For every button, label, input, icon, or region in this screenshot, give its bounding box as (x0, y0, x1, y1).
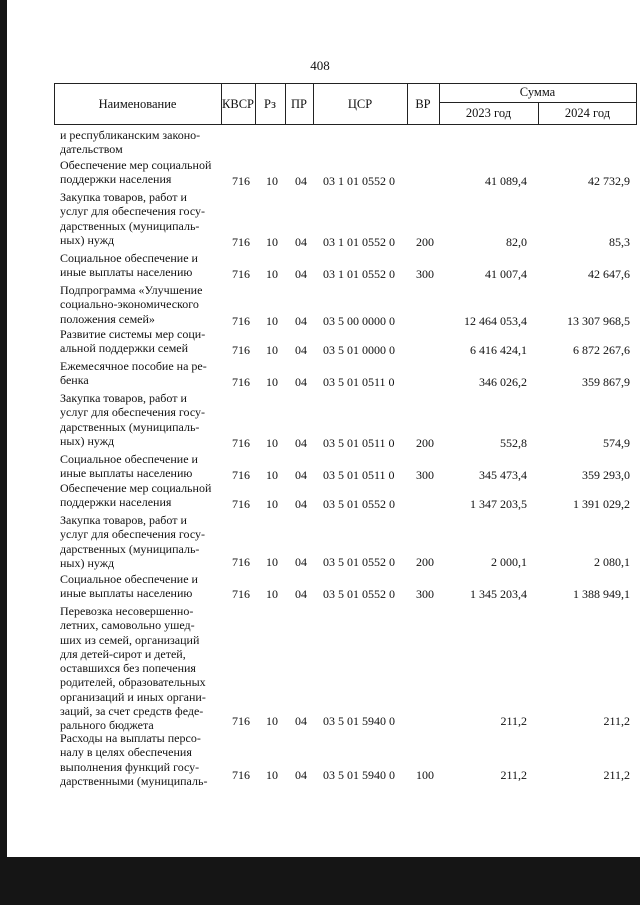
row-sum-2024: 1 388 949,1 (573, 586, 630, 601)
row-name: Социальное обеспечение и иные выплаты населению (60, 572, 198, 601)
row-pr: 04 (295, 374, 307, 389)
table-row (0, 359, 640, 389)
row-rz: 10 (266, 173, 278, 188)
row-pr: 04 (295, 435, 307, 450)
row-name: Обеспечение мер социальной поддержки населения (60, 158, 212, 187)
row-sum-2024: 42 732,9 (588, 173, 630, 188)
header-year-2024: 2024 год (564, 106, 611, 120)
table-row (0, 251, 640, 281)
row-name: Развитие системы мер соци- альной поддержки семей (60, 327, 206, 356)
row-csr: 03 5 01 0511 0 (323, 467, 395, 482)
row-rz: 10 (266, 767, 278, 782)
row-csr: 03 5 01 5940 0 (323, 767, 395, 782)
header-pr: ПР (291, 96, 307, 111)
row-sum-2024: 359 867,9 (582, 374, 630, 389)
table-row (0, 513, 640, 569)
table-row (0, 190, 640, 249)
table-row (0, 283, 640, 328)
row-name: Социальное обеспечение и иные выплаты населению (60, 452, 198, 481)
table-row (0, 391, 640, 450)
row-name: Перевозка несовершенно- летних, самовольно ушед- ших из семей, организаций для детей-сирот и детей, оставшихся без попечения родителей, образовательных организаций и иных органи- заций, за счет средств феде- рального бюджета (60, 604, 206, 733)
row-sum-2023: 211,2 (500, 713, 527, 728)
row-sum-2024: 13 307 968,5 (567, 313, 630, 328)
header-sum: Сумма (519, 85, 556, 99)
row-sum-2024: 359 293,0 (582, 467, 630, 482)
table-row (0, 731, 640, 788)
row-sum-2023: 552,8 (500, 435, 527, 450)
row-sum-2023: 211,2 (500, 767, 527, 782)
row-kvsr: 716 (232, 467, 250, 482)
header-name: Наименование (98, 96, 177, 111)
row-rz: 10 (266, 313, 278, 328)
row-vr: 200 (416, 234, 434, 249)
row-pr: 04 (295, 767, 307, 782)
row-name: Закупка товаров, работ и услуг для обеспечения госу- дарственных (муниципаль- ных) нужд (60, 190, 206, 247)
row-rz: 10 (266, 586, 278, 601)
table-row (0, 604, 640, 733)
table-header (54, 83, 637, 125)
row-name: Подпрограмма «Улучшение социально-экономического положения семей» (60, 283, 203, 326)
row-vr: 300 (416, 266, 434, 281)
row-rz: 10 (266, 342, 278, 357)
header-csr: ЦСР (347, 96, 373, 111)
row-name: Закупка товаров, работ и услуг для обеспечения госу- дарственных (муниципаль- ных) нужд (60, 513, 206, 570)
row-sum-2024: 211,2 (603, 713, 630, 728)
row-pr: 04 (295, 342, 307, 357)
row-pr: 04 (295, 467, 307, 482)
row-kvsr: 716 (232, 767, 250, 782)
row-name: Социальное обеспечение и иные выплаты населению (60, 251, 198, 280)
row-kvsr: 716 (232, 342, 250, 357)
table-row (0, 572, 640, 601)
row-csr: 03 5 01 0552 0 (323, 496, 395, 511)
table-row (0, 452, 640, 482)
row-vr: 300 (416, 467, 434, 482)
row-kvsr: 716 (232, 554, 250, 569)
row-rz: 10 (266, 435, 278, 450)
row-pr: 04 (295, 496, 307, 511)
table-row (0, 128, 640, 158)
table-row (0, 327, 640, 357)
row-sum-2024: 2 080,1 (594, 554, 630, 569)
row-pr: 04 (295, 313, 307, 328)
row-csr: 03 5 01 0000 0 (323, 342, 395, 357)
row-pr: 04 (295, 586, 307, 601)
row-kvsr: 716 (232, 586, 250, 601)
row-kvsr: 716 (232, 173, 250, 188)
row-sum-2023: 41 089,4 (485, 173, 527, 188)
header-kvsr: КВСР (222, 96, 254, 111)
row-kvsr: 716 (232, 234, 250, 249)
row-rz: 10 (266, 374, 278, 389)
row-rz: 10 (266, 467, 278, 482)
row-rz: 10 (266, 496, 278, 511)
table-row (0, 158, 640, 188)
row-sum-2024: 1 391 029,2 (573, 496, 630, 511)
row-sum-2024: 6 872 267,6 (573, 342, 630, 357)
row-vr: 100 (416, 767, 434, 782)
row-vr: 300 (416, 586, 434, 601)
header-divider (636, 83, 637, 125)
page-number: 408 (310, 58, 330, 73)
row-csr: 03 1 01 0552 0 (323, 234, 395, 249)
row-name: Обеспечение мер социальной поддержки населения (60, 481, 212, 510)
row-sum-2023: 1 345 203,4 (470, 586, 527, 601)
row-rz: 10 (266, 266, 278, 281)
row-csr: 03 5 01 0552 0 (323, 554, 395, 569)
row-rz: 10 (266, 234, 278, 249)
row-kvsr: 716 (232, 266, 250, 281)
row-rz: 10 (266, 554, 278, 569)
row-csr: 03 5 01 0552 0 (323, 586, 395, 601)
row-csr: 03 5 01 0511 0 (323, 435, 395, 450)
row-sum-2023: 345 473,4 (479, 467, 527, 482)
row-sum-2023: 12 464 053,4 (464, 313, 527, 328)
row-vr: 200 (416, 554, 434, 569)
row-name: и республиканским законо- дательством (60, 128, 201, 157)
row-vr: 200 (416, 435, 434, 450)
scan-bottom-edge (0, 857, 640, 905)
row-pr: 04 (295, 554, 307, 569)
row-sum-2024: 85,3 (609, 234, 630, 249)
row-sum-2024: 42 647,6 (588, 266, 630, 281)
row-sum-2023: 2 000,1 (491, 554, 527, 569)
header-year-2023: 2023 год (465, 106, 512, 120)
row-sum-2023: 41 007,4 (485, 266, 527, 281)
row-pr: 04 (295, 173, 307, 188)
row-pr: 04 (295, 266, 307, 281)
row-sum-2023: 346 026,2 (479, 374, 527, 389)
row-csr: 03 1 01 0552 0 (323, 266, 395, 281)
header-rz: Рз (264, 96, 276, 111)
row-sum-2024: 211,2 (603, 767, 630, 782)
table-row (0, 481, 640, 511)
row-csr: 03 5 01 0511 0 (323, 374, 395, 389)
row-kvsr: 716 (232, 435, 250, 450)
row-csr: 03 5 01 5940 0 (323, 713, 395, 728)
row-pr: 04 (295, 234, 307, 249)
row-kvsr: 716 (232, 713, 250, 728)
row-kvsr: 716 (232, 496, 250, 511)
row-pr: 04 (295, 713, 307, 728)
row-rz: 10 (266, 713, 278, 728)
row-csr: 03 1 01 0552 0 (323, 173, 395, 188)
row-csr: 03 5 00 0000 0 (323, 313, 395, 328)
row-name: Ежемесячное пособие на ре- бенка (60, 359, 207, 388)
row-kvsr: 716 (232, 313, 250, 328)
row-sum-2023: 6 416 424,1 (470, 342, 527, 357)
row-kvsr: 716 (232, 374, 250, 389)
row-sum-2023: 82,0 (506, 234, 527, 249)
row-sum-2024: 574,9 (603, 435, 630, 450)
header-vr: ВР (415, 96, 431, 111)
row-sum-2023: 1 347 203,5 (470, 496, 527, 511)
row-name: Закупка товаров, работ и услуг для обеспечения госу- дарственных (муниципаль- ных) нужд (60, 391, 206, 448)
row-name: Расходы на выплаты персо- налу в целях обеспечения выполнения функций госу- дарственными (муниципаль- (60, 731, 208, 788)
